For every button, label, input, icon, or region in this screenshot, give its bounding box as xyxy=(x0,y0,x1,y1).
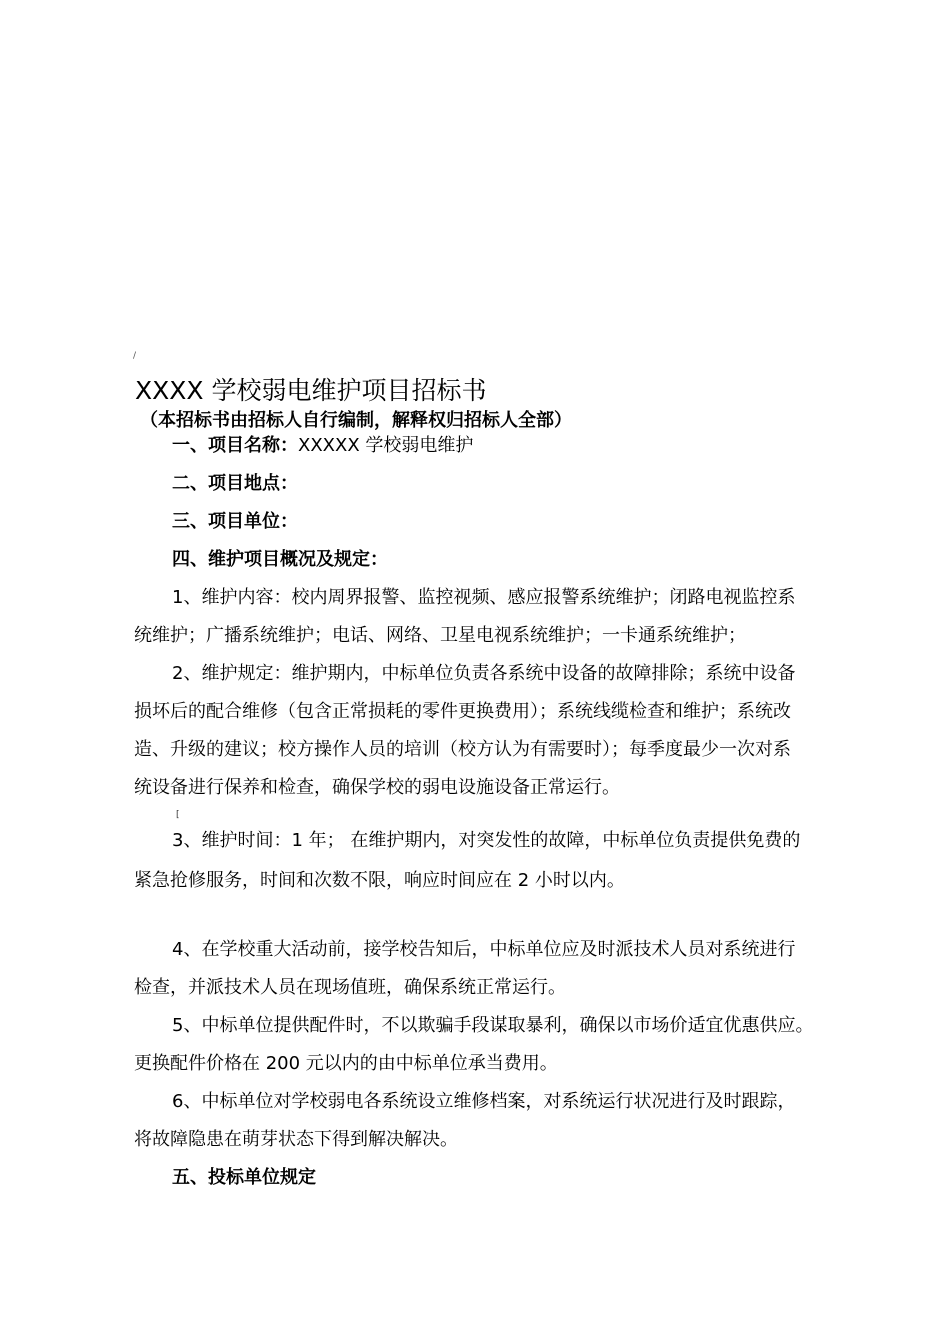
item-5-line-1: 5、中标单位提供配件时，不以欺骗手段谋取暴利，确保以市场价适宜优惠供应。 xyxy=(172,1015,814,1036)
item-2-line-2: 损坏后的配合维修（包含正常损耗的零件更换费用）；系统线缆检查和维护；系统改 xyxy=(134,701,791,722)
item-3-line-2: 紧急抢修服务，时间和次数不限，响应时间应在 2 小时以内。 xyxy=(134,870,625,891)
section-project-name-value: XXXXX 学校弱电维护 xyxy=(298,435,474,456)
item-3-line-1: 3、维护时间：1 年； 在维护期内，对突发性的故障，中标单位负责提供免费的 xyxy=(172,830,801,851)
item-2-line-3: 造、升级的建议；校方操作人员的培训（校方认为有需要时）；每季度最少一次对系 xyxy=(134,739,791,760)
top-tick-mark: / xyxy=(133,351,137,361)
section-maintenance-overview xyxy=(172,547,388,573)
section-project-unit-heading: 三、项目单位： xyxy=(172,511,298,532)
section-project-name-heading: 一、项目名称： xyxy=(172,435,298,456)
item-4-line-1: 4、在学校重大活动前，接学校告知后，中标单位应及时派技术人员对系统进行 xyxy=(172,939,796,960)
document-title: XXXX 学校弱电维护项目招标书 xyxy=(135,376,487,405)
item-5-line-2: 更换配件价格在 200 元以内的由中标单位承当费用。 xyxy=(134,1053,558,1074)
section-maintenance-overview-heading: 四、维护项目概况及规定： xyxy=(172,549,388,570)
section-project-location-heading: 二、项目地点： xyxy=(172,473,298,494)
section-project-unit xyxy=(172,509,298,535)
section-bidder-requirements xyxy=(172,1165,316,1191)
small-bracket-mark: [ xyxy=(176,810,180,820)
section-bidder-requirements-heading: 五、投标单位规定 xyxy=(172,1167,316,1188)
item-1-line-2: 统维护；广播系统维护；电话、网络、卫星电视系统维护；一卡通系统维护； xyxy=(134,625,746,646)
item-6-line-1: 6、中标单位对学校弱电各系统设立维修档案，对系统运行状况进行及时跟踪， xyxy=(172,1091,796,1112)
item-6-line-2: 将故障隐患在萌芽状态下得到解决解决。 xyxy=(134,1129,458,1150)
item-1-line-1: 1、维护内容：校内周界报警、监控视频、感应报警系统维护；闭路电视监控系 xyxy=(172,587,796,608)
item-2-line-4: 统设备进行保养和检查，确保学校的弱电设施设备正常运行。 xyxy=(134,777,620,798)
item-4-line-2: 检查，并派技术人员在现场值班，确保系统正常运行。 xyxy=(134,977,566,998)
section-project-name xyxy=(172,433,473,459)
document-subtitle: （本招标书由招标人自行编制，解释权归招标人全部） xyxy=(140,410,572,431)
section-project-location xyxy=(172,471,298,497)
item-2-line-1: 2、维护规定：维护期内，中标单位负责各系统中设备的故障排除；系统中设备 xyxy=(172,663,796,684)
